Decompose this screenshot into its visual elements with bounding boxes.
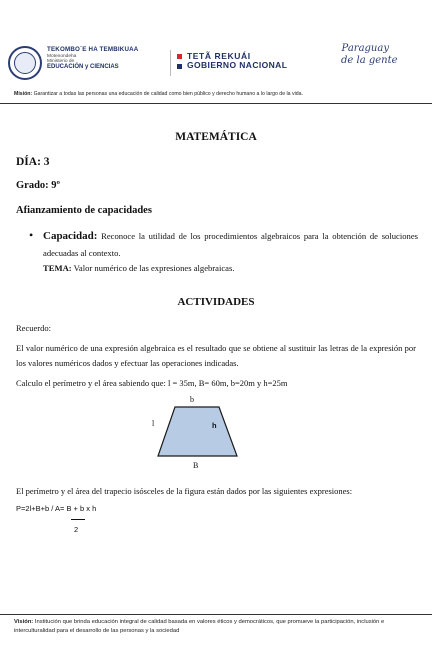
figure-label-h: h <box>212 421 217 430</box>
grado-label: Grado: 9º <box>16 180 61 191</box>
footer-rule <box>0 614 432 615</box>
capacidad-label: Capacidad: <box>43 230 98 242</box>
brand-line1: Paraguay <box>341 43 389 54</box>
tema-label: TEMA: <box>43 263 72 273</box>
brand-line2: de la gente <box>341 54 398 66</box>
actividades-heading: ACTIVIDADES <box>177 296 255 308</box>
brand-logo <box>333 43 398 66</box>
subject-title: MATEMÁTICA <box>175 131 257 143</box>
blue-square-icon <box>177 64 182 69</box>
ministry-line1: TEKOMBO´E HA TEMBIKUAA <box>47 46 139 53</box>
vision-statement <box>14 618 420 636</box>
figure-label-b: b <box>190 395 194 404</box>
gov-line1: TETÃ REKUÁI <box>187 51 251 61</box>
capacidad-text: Reconoce la utilidad de los procedimientos algebraicos para la obtención de soluciones adecuadas al contexto. <box>43 231 418 258</box>
figure-label-B: B <box>193 461 199 470</box>
formula-denominator: 2 <box>74 525 79 534</box>
gov-line2: GOBIERNO NACIONAL <box>187 60 288 71</box>
ministry-line4: EDUCACIÓN y CIENCIAS <box>47 63 119 70</box>
afianzamiento-heading: Afianzamiento de capacidades <box>16 205 152 216</box>
ministry-line2: Motenondeha <box>47 53 77 59</box>
trapezoid-figure <box>140 395 260 477</box>
vision-text: Institución que brinda educación integral de calidad basada en valores éticos y democráticos, que promueve la participación, inclusión e interculturalidad para el desarrollo de las personas y la sociedad <box>14 619 385 634</box>
fraction-bar <box>71 519 85 520</box>
header <box>0 34 432 96</box>
bullet-icon: • <box>29 228 34 242</box>
tema-text: Valor numérico de las expresiones algebraicas. <box>73 263 235 273</box>
ministry-seal-icon <box>8 46 42 80</box>
perimetro-paragraph: El perímetro y el área del trapecio isósceles de la figura están dados por las siguientes expresiones: <box>16 486 353 496</box>
vision-label: Visión: <box>14 619 34 625</box>
header-rule <box>0 103 432 104</box>
mision-statement <box>14 91 414 97</box>
recuerdo-label: Recuerdo: <box>16 323 51 333</box>
valor-numerico-paragraph: El valor numérico de una expresión algebraica es el resultado que se obtiene al sustituir las letras de la expresión por los valores numéricos dados y efectuar las operaciones indicadas. <box>16 343 416 368</box>
trapezoid-shape <box>158 407 237 456</box>
ministry-line3: Ministerio de <box>47 58 75 64</box>
government-logo <box>177 52 287 71</box>
red-square-icon <box>177 54 182 59</box>
tema-line <box>43 263 235 273</box>
header-divider <box>170 50 171 76</box>
formula-numerator: P=2l+B+b / A= B + b x h <box>16 504 97 513</box>
capacidad-paragraph <box>43 228 418 262</box>
calculo-instruction: Calculo el perímetro y el área sabiendo que: l = 35m, B= 60m, b=20m y h=25m <box>16 378 288 388</box>
dia-label: DÍA: 3 <box>16 156 50 168</box>
figure-label-l: l <box>152 419 155 428</box>
mision-text: Garantizar a todas las personas una educación de calidad como bien público y derecho humano a lo largo de la vida. <box>33 91 303 97</box>
mision-label: Misión: <box>14 91 33 97</box>
ministry-logo-text <box>47 47 138 70</box>
